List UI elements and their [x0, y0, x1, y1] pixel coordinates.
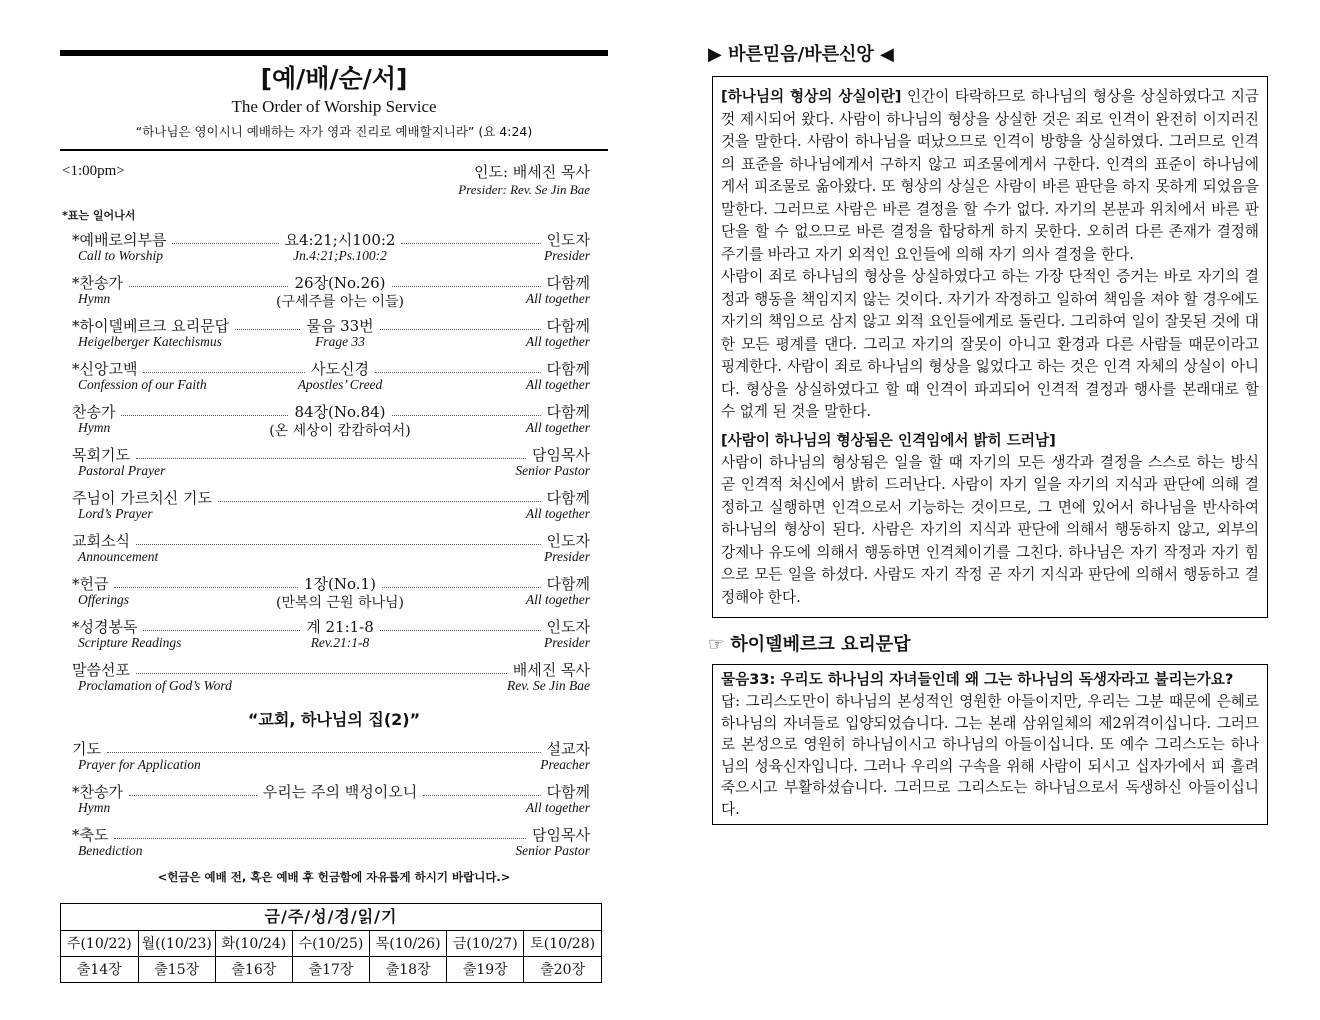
theme-verse: “하나님은 영이시니 예배하는 자가 영과 진리로 예배할지니라” (요 4:24): [135, 124, 533, 139]
order-item: [60, 824, 608, 867]
order-item: [60, 738, 608, 781]
standing-note: *표는 일어나서: [62, 208, 136, 222]
leader-dots: [392, 286, 541, 287]
leader-dots: [136, 673, 507, 674]
order-list-after-sermon: [60, 738, 608, 867]
item-name-ko: *하이델베르크 요리문답: [72, 316, 230, 335]
leader-dots: [114, 838, 526, 839]
article-paragraph-2: 사람이 죄로 하나님의 형상을 상실하였다고 하는 가장 단적인 증거는 바로 자기의 결정과 행동을 책임지지 않는 것이다. 자기가 작정하고 일하여 책임을 져야 할 경우에도 자기의 책임으로 삼지 않고 외적 요인들에게로 돌린다. 그리하여 일이 잘못된 것에 대한 모든 평계를 댄다. 그리고 자기의 잘못이 아니고 환경과 다른 사람들 때문이라고 핑계한다. 사람이 죄로 하나님의 형상을 잃었다고 하는 것은 인격 자체의 상실이 아니다. 형상을 상실하였다고 할 때 인격이 파괴되어 인격적 결정과 행사를 본래대로 할 수 없게 된 것을 말한다.: [721, 268, 1259, 420]
item-leader-en: Senior Pastor: [515, 842, 590, 858]
order-item: [60, 444, 608, 487]
leader-dots: [380, 630, 541, 631]
order-item: [60, 616, 608, 659]
item-name-en: Offerings: [78, 591, 130, 607]
leader-dots: [143, 630, 300, 631]
leader-dots: [235, 329, 300, 330]
reading-chapter: 출18장: [370, 956, 447, 982]
item-detail-sub: (구세주를 아는 이들): [275, 293, 405, 310]
item-name-ko: *신앙고백: [72, 359, 138, 378]
item-leader-ko: 다함께: [546, 402, 590, 421]
reading-chapter: 출16장: [215, 956, 292, 982]
item-leader-en: Senior Pastor: [515, 462, 590, 478]
article-text-1: 인간이 타락하므로 하나님의 형상을 상실하였다고 지금껏 제시되어 왔다. 사람이 하나님의 형상을 상실한 것은 죄로 인격이 완전히 이지러진 것을 말한다. 사람이 하나님을 떠났으므로 인격이 방향을 상실하였다. 그러므로 인격의 표준을 하나님에게서 구하지 않고 피조물에게서 구한다. 인격의 표준이 하나님에게서 피조물로 옮아왔다. 또 형상의 상실은 사람이 바른 판단을 하지 못하게 되었음을 말한다. 그러므로 사람은 바른 결정을 할 수가 없다. 자기의 본분과 위치에서 바른 판단을 할 수 없으므로 바른 결정을 합당하게 하지 못한다. 오히려 다른 존재가 결정해 주기를 바라고 자기 외적인 요인들에 의해 자기 의사 결정을 한다.: [721, 88, 1259, 263]
section-right-faith-heading: ▶ 바른믿음/바른신앙 ◀: [708, 44, 894, 65]
article-lead: [하나님의 형상의 상실이란]: [721, 88, 902, 105]
presider-en: Presider: Rev. Se Jin Bae: [458, 181, 590, 197]
sermon-title: “교회, 하나님의 집(2)”: [247, 709, 421, 729]
top-rule: [60, 50, 608, 56]
item-leader-en: All together: [525, 419, 590, 435]
item-leader-en: All together: [525, 799, 590, 815]
item-name-ko: *찬송가: [72, 273, 123, 292]
item-leader-ko: 배세진 목사: [512, 660, 590, 679]
item-leader-ko: 인도자: [546, 531, 590, 550]
reading-day: 토(10/28): [524, 931, 601, 957]
item-leader-en: Preacher: [540, 756, 590, 772]
leader-dots: [129, 795, 257, 796]
item-detail: 84장(No.84): [294, 402, 386, 421]
item-name-ko: 찬송가: [72, 402, 116, 421]
item-leader-ko: 인도자: [546, 230, 590, 249]
item-name-en: Scripture Readings: [78, 634, 182, 650]
item-leader-ko: 인도자: [546, 617, 590, 636]
order-item: [60, 573, 608, 616]
order-item: [60, 781, 608, 824]
item-name-en: Benediction: [78, 842, 143, 858]
leader-dots: [136, 544, 541, 545]
service-time: <1:00pm>: [62, 162, 125, 179]
order-item: [60, 272, 608, 315]
doctrine-page: [708, 40, 1270, 825]
article-paragraph-3: 사람이 하나님의 형상됨은 일을 할 때 자기의 모든 생각과 결정을 스스로 하는 방식 곧 인격적 처신에서 밝히 드러난다. 사람이 자기 일을 자기의 지식과 판단에 의해 결정하고 실행하면 인격으로서 기능하는 것이므로, 그 면에 있어서 하나님을 반사하여 하나님의 형상이 된다. 사람은 자기의 지식과 판단에 의해서 행동하지 않고, 외부의 강제나 유도에 의해서 행동하면 인격체이기를 그친다. 하나님은 자기 작정과 자기 힘으로 모든 일을 하셨다. 사람도 자기 작정 곧 자기 지식과 판단에 의해서 행동하고 결정해야 한다.: [721, 453, 1259, 606]
item-name-ko: 주님이 가르치신 기도: [72, 488, 212, 507]
offering-note: <헌금은 예배 전, 혹은 예배 후 헌금함에 자유롭게 하시기 바랍니다.>: [157, 869, 511, 884]
worship-order-page: [60, 50, 608, 983]
item-leader-en: Presider: [544, 548, 590, 564]
item-detail: 우리는 주의 백성이오니: [262, 782, 418, 801]
item-leader-ko: 담임목사: [532, 825, 590, 844]
catechism-question: 물음33: 우리도 하나님의 자녀들인데 왜 그는 하나님의 독생자라고 불리는가요?: [721, 671, 1234, 688]
item-name-ko: *성경봉독: [72, 617, 138, 636]
leader-dots: [392, 415, 541, 416]
weekly-bible-reading: [60, 903, 602, 983]
catechism-box: [712, 664, 1268, 825]
leader-dots: [136, 458, 526, 459]
presider-block: [458, 161, 590, 198]
item-detail: 물음 33번: [306, 316, 374, 335]
item-detail: 사도신경: [311, 359, 369, 378]
item-detail: 계 21:1-8: [306, 617, 374, 636]
item-detail-sub: Apostles’ Creed: [297, 376, 383, 392]
faith-article-box: [712, 76, 1268, 618]
item-name-en: Confession of our Faith: [78, 376, 207, 392]
article-paragraph-1: [721, 86, 1259, 266]
leader-dots: [129, 286, 289, 287]
item-detail-sub: Jn.4:21;Ps.100:2: [293, 247, 387, 263]
item-name-ko: *예배로의부름: [72, 230, 167, 249]
item-leader-en: All together: [525, 591, 590, 607]
presider-ko: 인도: 배세진 목사: [473, 162, 590, 181]
reading-chapter: 출15장: [138, 956, 215, 982]
reading-chapter: 출14장: [61, 956, 138, 982]
item-leader-en: All together: [525, 376, 590, 392]
service-header: [60, 161, 608, 197]
item-leader-ko: 다함께: [546, 359, 590, 378]
item-leader-ko: 다함께: [546, 316, 590, 335]
item-name-en: Proclamation of God’s Word: [78, 677, 232, 693]
leader-dots: [143, 372, 305, 373]
item-detail-sub: (만복의 근원 하나님): [275, 594, 405, 611]
item-detail: 1장(No.1): [304, 574, 376, 593]
item-detail-sub: Rev.21:1-8: [310, 634, 370, 650]
reading-chapter: 출19장: [447, 956, 524, 982]
item-leader-ko: 다함께: [546, 574, 590, 593]
leader-dots: [218, 501, 541, 502]
reading-day: 금(10/27): [447, 931, 524, 957]
item-detail-sub: (온 세상이 캄캄하여서): [269, 422, 411, 439]
item-leader-ko: 설교자: [546, 739, 590, 758]
leader-dots: [107, 752, 541, 753]
reading-chapter: 출20장: [540, 962, 586, 978]
order-item: [60, 530, 608, 573]
reading-day: 주(10/22): [61, 931, 138, 957]
leader-dots: [114, 587, 298, 588]
page-title: [예/배/순/서]: [260, 64, 408, 93]
item-name-en: Hymn: [78, 290, 111, 306]
item-leader-ko: 다함께: [546, 782, 590, 801]
leader-dots: [423, 795, 540, 796]
item-name-en: Pastoral Prayer: [78, 462, 166, 478]
item-leader-en: Presider: [544, 634, 590, 650]
page-subtitle: The Order of Worship Service: [231, 97, 437, 116]
order-list: [60, 229, 608, 702]
item-name-ko: 말씀선포: [72, 660, 130, 679]
item-name-ko: *찬송가: [72, 782, 123, 801]
item-name-en: Hymn: [78, 799, 111, 815]
leader-dots: [401, 243, 540, 244]
bible-reading-table: [61, 931, 601, 982]
reading-day: 월((10/23): [138, 931, 215, 957]
bible-reading-title: 금/주/성/경/읽/기: [61, 904, 601, 931]
order-item: [60, 315, 608, 358]
item-name-en: Heigelberger Katechismus: [78, 333, 222, 349]
item-leader-en: Presider: [544, 247, 590, 263]
item-leader-ko: 담임목사: [532, 445, 590, 464]
order-item: [60, 487, 608, 530]
leader-dots: [121, 415, 288, 416]
item-name-en: Call to Worship: [78, 247, 164, 263]
order-item: [60, 229, 608, 272]
section-catechism-heading: ☞ 하이델베르크 요리문답: [708, 634, 911, 655]
item-detail: 26장(No.26): [294, 273, 386, 292]
item-leader-ko: 다함께: [546, 273, 590, 292]
reading-day: 목(10/26): [370, 931, 447, 957]
article-subheading: [사람이 하나님의 형상됨은 인격임에서 밝히 드러남]: [721, 431, 1056, 449]
leader-dots: [172, 243, 278, 244]
leader-dots: [375, 372, 541, 373]
item-detail: 요4:21;시100:2: [284, 230, 396, 249]
item-leader-en: All together: [525, 290, 590, 306]
order-item: [60, 401, 608, 444]
item-leader-ko: 다함께: [546, 488, 590, 507]
item-name-ko: *축도: [72, 825, 109, 844]
leader-dots: [380, 329, 541, 330]
item-name-ko: 교회소식: [72, 531, 130, 550]
reading-day: 수(10/25): [292, 931, 369, 957]
item-name-ko: 기도: [72, 739, 101, 758]
header-rule: [60, 149, 608, 151]
order-item: [60, 358, 608, 401]
item-leader-en: Rev. Se Jin Bae: [507, 677, 590, 693]
leader-dots: [382, 587, 541, 588]
item-detail-sub: Frage 33: [315, 333, 365, 349]
item-name-en: Prayer for Application: [78, 756, 201, 772]
item-name-ko: 목회기도: [72, 445, 130, 464]
item-name-en: Hymn: [78, 419, 111, 435]
reading-chapter: 출17장: [292, 956, 369, 982]
catechism-answer: 답: 그리스도만이 하나님의 본성적인 영원한 아들이지만, 우리는 그분 때문에 은혜로 하나님의 자녀들로 입양되었습니다. 그는 본래 삼위일체의 제2위격이십니다. 그러므로 본성으로 영원히 하나님이시고 하나님의 아들이십니다. 또 예수 그리스도는 하나님의 성육신자입니다. 그러나 우리의 구속을 위해 사람이 되시고 십자가에서 피 흘려 죽으시고 부활하셨습니다. 그러므로 그리스도는 하나님으로서 독생하신 아들이십니다.: [721, 693, 1259, 818]
item-name-en: Lord’s Prayer: [78, 505, 153, 521]
reading-day: 화(10/24): [215, 931, 292, 957]
item-leader-en: All together: [525, 333, 590, 349]
item-leader-en: All together: [525, 505, 590, 521]
item-name-ko: *헌금: [72, 574, 109, 593]
item-name-en: Announcement: [78, 548, 159, 564]
order-item: [60, 659, 608, 702]
